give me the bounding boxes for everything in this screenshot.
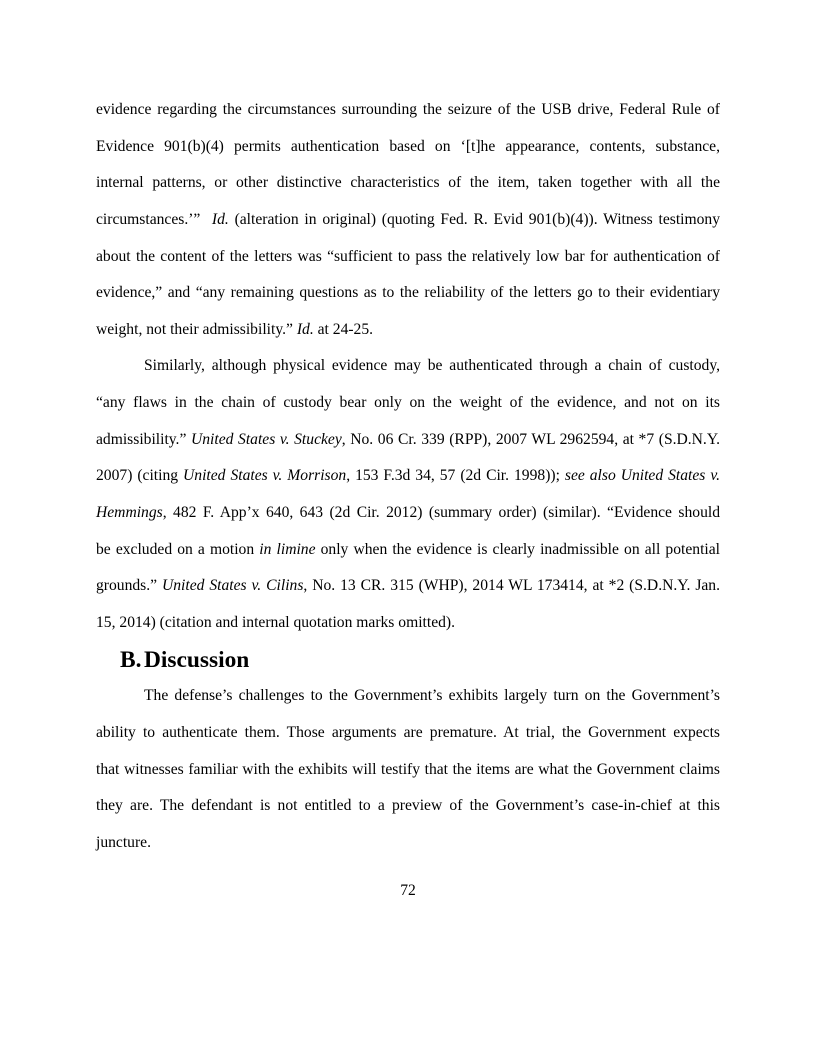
text-fragment: admissibility.”: [96, 430, 191, 448]
citation-id: Id.: [296, 320, 314, 338]
document-body: [96, 92, 720, 861]
case-name: United States v. Morrison: [183, 467, 347, 485]
text-line: [96, 495, 720, 532]
text-line: evidence,” and “any remaining questions as to the reliability of the letters go to their evidentiary: [96, 284, 720, 302]
case-name: see also United States v.: [564, 467, 720, 485]
text-fragment: only when the evidence is clearly inadmissible on all potential: [315, 540, 720, 558]
paragraph-discussion: [96, 678, 720, 861]
citation-text: , 482 F. App’x 640, 643 (2d Cir. 2012) (summary order) (similar). “Evidence should: [162, 504, 720, 522]
text-line: internal patterns, or other distinctive characteristics of the item, taken together with all the: [96, 174, 720, 192]
text-line: juncture.: [96, 833, 151, 851]
text-line: Evidence 901(b)(4) permits authentication based on ‘[t]he appearance, contents, substance,: [96, 137, 720, 155]
text-fragment: be excluded on a motion: [96, 540, 260, 558]
case-name: Hemmings: [96, 504, 163, 522]
latin-term: in limine: [259, 540, 316, 558]
section-number: B.: [120, 646, 142, 673]
text-line: [96, 312, 720, 349]
text-line: [96, 202, 720, 239]
paragraph-authentication-standard: [96, 92, 720, 348]
quote-end: circumstances.’”: [96, 210, 201, 228]
citation-text: , No. 13 CR. 315 (WHP), 2014 WL 173414, at *2 (S.D.N.Y. Jan.: [303, 577, 721, 595]
text-fragment: grounds.”: [96, 577, 162, 595]
citation-id: Id.: [211, 210, 229, 228]
page-number: 72: [400, 882, 416, 899]
text-fragment: weight, not their admissibility.”: [96, 320, 297, 338]
text-line: Similarly, although physical evidence may be authenticated through a chain of custody,: [144, 357, 720, 375]
case-name: United States v. Stuckey: [190, 430, 342, 448]
text-line: 15, 2014) (citation and internal quotation marks omitted).: [96, 613, 456, 631]
text-fragment: 2007) (citing: [96, 467, 184, 485]
citation-text: , No. 06 Cr. 339 (RPP), 2007 WL 2962594, at *7 (S.D.N.Y.: [341, 430, 720, 448]
text-line: they are. The defendant is not entitled to a preview of the Government’s case-in-chief at this: [96, 797, 720, 815]
text-line: “any flaws in the chain of custody bear only on the weight of the evidence, and not on its: [96, 394, 720, 412]
text-line: [96, 458, 720, 495]
text-line: [96, 532, 720, 569]
case-name: United States v. Cilins: [162, 577, 304, 595]
text-line: that witnesses familiar with the exhibits will testify that the items are what the Government claims: [96, 760, 720, 778]
text-line: [96, 422, 720, 459]
paragraph-chain-of-custody: [96, 348, 720, 641]
section-heading: [96, 642, 720, 679]
text-line: about the content of the letters was “sufficient to pass the relatively low bar for authentication of: [96, 247, 720, 265]
text-line: ability to authenticate them. Those arguments are premature. At trial, the Government expects: [96, 723, 720, 741]
citation-text: (alteration in original) (quoting Fed. R. Evid 901(b)(4)). Witness testimony: [228, 210, 721, 228]
section-title: Discussion: [144, 646, 250, 673]
text-line: The defense’s challenges to the Government’s exhibits largely turn on the Government’s: [144, 687, 720, 705]
text-line: [96, 568, 720, 605]
citation-text: , 153 F.3d 34, 57 (2d Cir. 1998));: [346, 467, 565, 485]
text-fragment: at 24-25.: [313, 320, 374, 338]
text-line: evidence regarding the circumstances surrounding the seizure of the USB drive, Federal Rule of: [96, 101, 720, 118]
